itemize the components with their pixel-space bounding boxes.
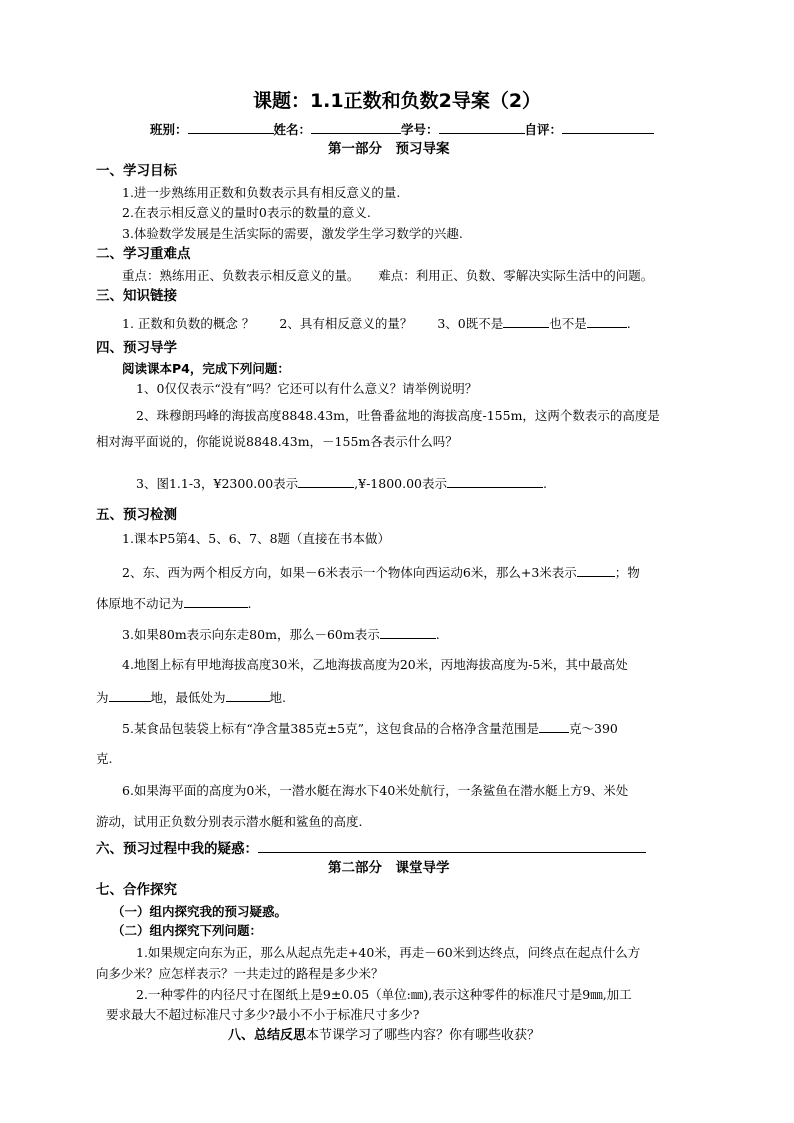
student-info-line xyxy=(150,120,654,138)
section1-heading: 一、学习目标 xyxy=(96,163,177,179)
s1-item-2: 2.在表示相反意义的量时0表示的数量的意义. xyxy=(122,205,371,220)
id-label: 学号： xyxy=(401,122,439,137)
s4-q3-blank-2[interactable] xyxy=(447,474,543,488)
s5-q2-blank-2[interactable] xyxy=(184,594,248,608)
s4-q1: 1、0仅仅表示“没有”吗？它还可以有什么意义？请举例说明？ xyxy=(136,381,478,396)
s4-q3 xyxy=(136,474,547,492)
s7-q1-line2: 向多少米？应怎样表示？一共走过的路程是多少米？ xyxy=(96,966,384,981)
section3-heading: 三、知识链接 xyxy=(96,288,177,304)
s5-q2-line2-a: 体原地不动记为 xyxy=(96,596,184,611)
s5-q5-line2: 克. xyxy=(96,751,113,766)
page-title: 课题：1.1正数和负数2导案（2） xyxy=(252,90,542,112)
part2-heading: 第二部分 课堂导学 xyxy=(328,860,450,876)
s5-q3-b: . xyxy=(435,627,440,642)
s2-text: 重点：熟练用正、负数表示相反意义的量。 难点：利用正、负数、零解决实际生活中的问题。 xyxy=(122,268,654,283)
s3-text-a: 1. 正数和负数的概念 ？ 2、具有相反意义的量？ 3、0既不是 xyxy=(122,316,504,331)
s5-q2-blank-1[interactable] xyxy=(577,563,615,577)
class-label: 班别： xyxy=(150,122,188,137)
s5-q1: 1.课本P5第4、5、6、7、8题（直接在书本做） xyxy=(122,531,391,546)
section2-heading: 二、学习重难点 xyxy=(96,246,191,262)
part1-heading: 第一部分 预习导案 xyxy=(328,141,450,157)
s7-q2-line1: 2.一种零件的内径尺寸在图纸上是9±0.05（单位:㎜),表示这种零件的标准尺寸是9㎜,加工 xyxy=(136,987,632,1002)
s5-q4-line1: 4.地图上标有甲地海拔高度30米，乙地海拔高度为20米，丙地海拔高度为-5米，其中最高处 xyxy=(122,657,628,672)
section5-heading: 五、预习检测 xyxy=(96,507,177,523)
s7-q2-line2: 要求最大不超过标准尺寸多少?最小不小于标准尺寸多少? xyxy=(106,1007,420,1022)
s6-heading-text: 六、预习过程中我的疑惑： xyxy=(96,841,258,857)
section8-heading: 八、总结反思 xyxy=(228,1028,307,1043)
s5-q3-a: 3.如果80m表示向东走80m，那么－60m表示 xyxy=(122,627,380,642)
s5-q4-blank-2[interactable] xyxy=(226,688,270,702)
s8-text: 本节课学习了哪些内容？你有哪些收获？ xyxy=(306,1028,541,1043)
s3-blank-1[interactable] xyxy=(503,314,549,328)
s5-q2-line2-b: . xyxy=(247,596,252,611)
s7-sub2: （二）组内探究下列问题： xyxy=(112,923,263,938)
s5-q3 xyxy=(122,625,440,643)
s7-sub1: （一）组内探究我的预习疑惑。 xyxy=(112,904,288,919)
s5-q5-line1 xyxy=(122,719,618,737)
section8-line xyxy=(228,1028,540,1044)
s3-text-b: 也不是 xyxy=(549,316,587,331)
section7-heading: 七、合作探究 xyxy=(96,882,177,898)
s5-q5-blank[interactable] xyxy=(539,719,569,733)
s7-q1-line1: 1.如果规定向东为正，那么从起点先走+40米，再走－60米到达终点，问终点在起点什么方 xyxy=(136,945,641,960)
s5-q4-line2-c: 地. xyxy=(269,690,287,705)
section4-heading: 四、预习导学 xyxy=(96,340,177,356)
s4-q2-line2: 相对海平面说的，你能说说8848.43m，－155m各表示什么吗？ xyxy=(96,434,458,449)
s5-q4-line2 xyxy=(96,688,286,706)
section6-heading xyxy=(96,839,646,857)
s5-q2-line1 xyxy=(122,563,640,581)
s3-text-c: . xyxy=(626,316,631,331)
eval-label: 自评： xyxy=(524,122,563,137)
s5-q4-line2-a: 为 xyxy=(96,690,109,705)
class-blank[interactable] xyxy=(188,120,274,134)
s5-q6-line1: 6.如果海平面的高度为0米，一潜水艇在海水下40米处航行，一条鲨鱼在潜水艇上方9、米处 xyxy=(122,783,629,798)
s4-q3-blank-1[interactable] xyxy=(298,474,354,488)
s5-q6-line2: 游动，试用正负数分别表示潜水艇和鲨鱼的高度. xyxy=(96,814,363,829)
s5-q4-line2-b: 地，最低处为 xyxy=(150,690,226,705)
s1-item-1: 1.进一步熟练用正数和负数表示具有相反意义的量. xyxy=(122,185,401,200)
s5-q4-blank-1[interactable] xyxy=(109,688,151,702)
s5-q5-a: 5.某食品包装袋上标有“净含量385克±5克”，这包食品的合格净含量范围是 xyxy=(122,721,539,736)
s4-intro: 阅读课本P4，完成下列问题： xyxy=(122,361,290,376)
s4-q3-b: ,¥-1800.00表示 xyxy=(354,476,447,491)
s1-item-3: 3.体验数学发展是生活实际的需要，激发学生学习数学的兴趣. xyxy=(122,226,463,241)
name-blank[interactable] xyxy=(311,120,401,134)
s4-q2-line1: 2、珠穆朗玛峰的海拔高度8848.43m，吐鲁番盆地的海拔高度-155m，这两个数表示的高度是 xyxy=(136,408,660,423)
eval-blank[interactable] xyxy=(562,120,654,134)
s5-q2-line2 xyxy=(96,594,252,612)
name-label: 姓名： xyxy=(273,122,312,137)
s5-q2-a: 2、东、西为两个相反方向，如果－6米表示一个物体向西运动6米，那么+3米表示 xyxy=(122,565,577,580)
s4-q3-c: . xyxy=(543,476,547,491)
s5-q3-blank[interactable] xyxy=(380,625,436,639)
s3-text xyxy=(122,314,631,332)
id-blank[interactable] xyxy=(439,120,525,134)
s3-blank-2[interactable] xyxy=(587,314,627,328)
s4-q3-a: 3、图1.1-3，¥2300.00表示 xyxy=(136,476,299,491)
s5-q2-b: ；物 xyxy=(614,565,640,580)
s5-q5-b: 克～390 xyxy=(569,721,618,736)
s6-blank[interactable] xyxy=(258,839,646,853)
